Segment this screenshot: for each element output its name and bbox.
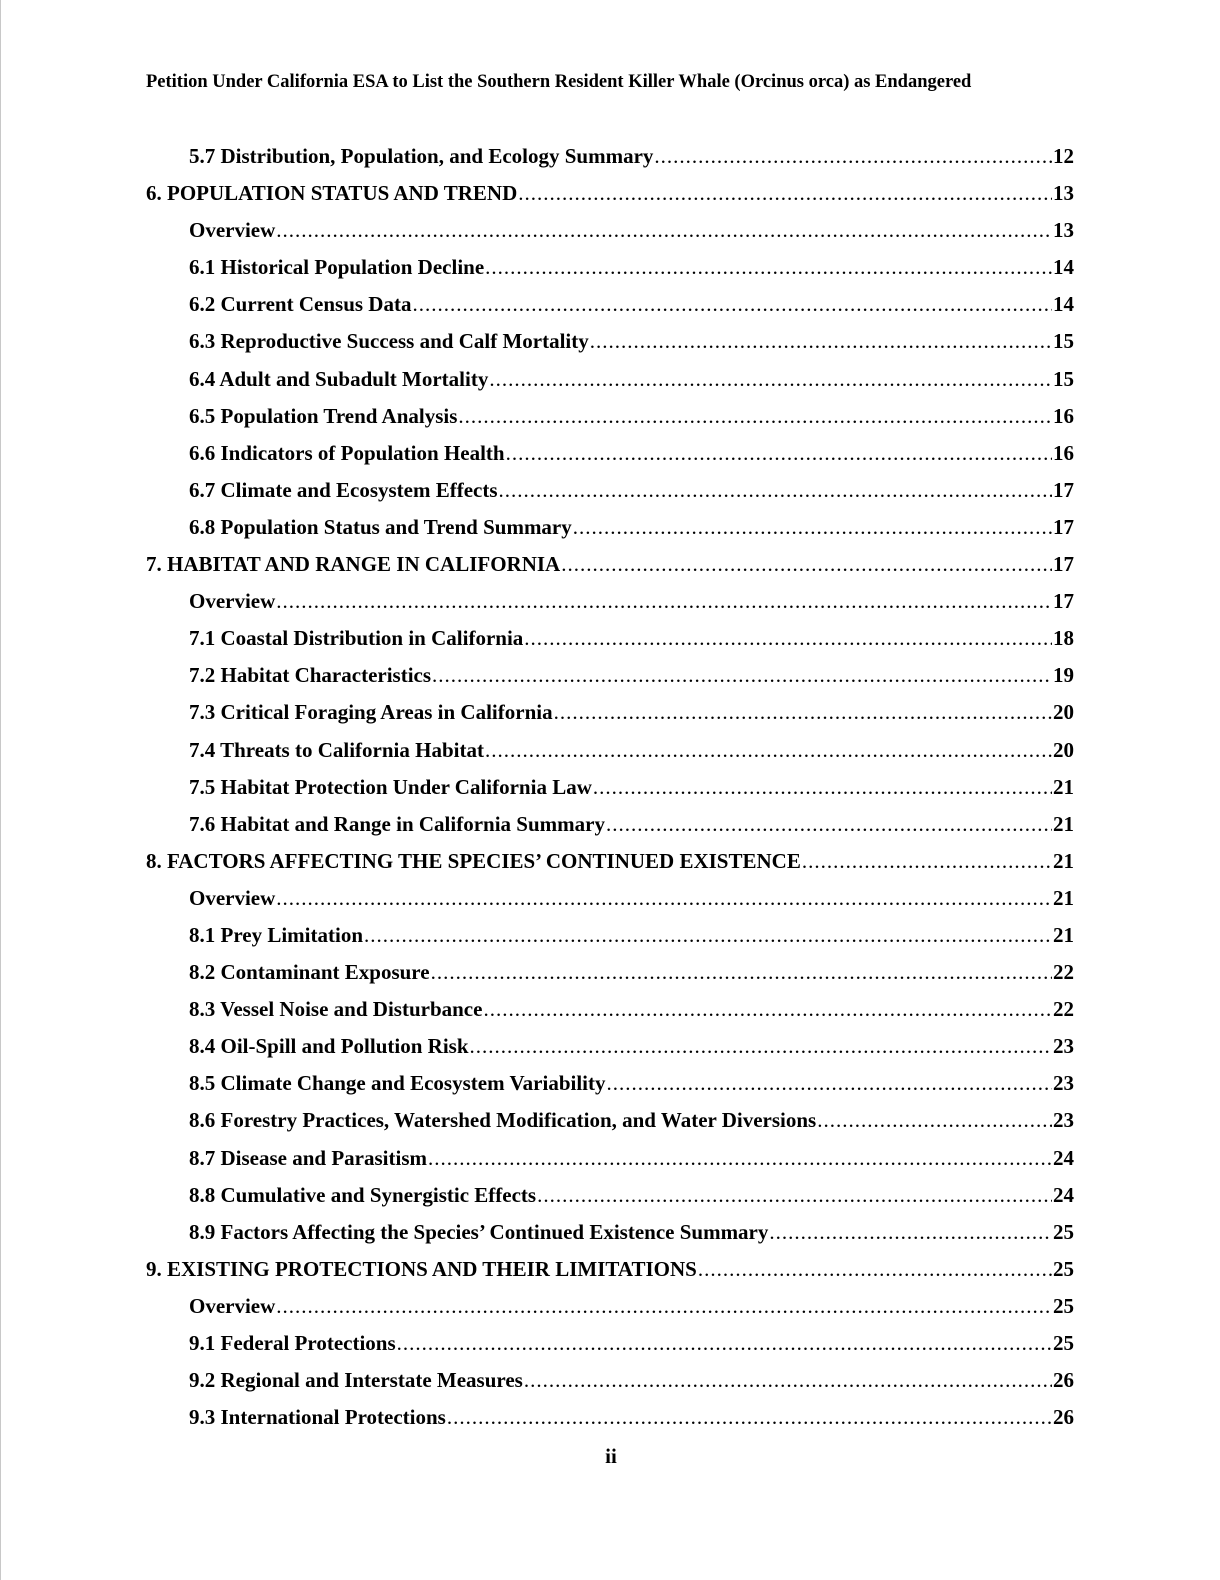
toc-entry-page-number: 25	[1053, 1219, 1074, 1244]
toc-entry[interactable]	[146, 769, 1074, 806]
toc-entry-page-number: 21	[1053, 848, 1074, 873]
toc-entry[interactable]	[146, 472, 1074, 509]
dot-leader	[698, 1251, 1052, 1288]
dot-leader	[607, 1065, 1052, 1102]
toc-entry-label: 5.7 Distribution, Population, and Ecology Summary	[189, 144, 654, 168]
toc-entry[interactable]	[146, 620, 1074, 657]
toc-entry-page-number: 17	[1053, 552, 1074, 577]
dot-leader	[524, 620, 1052, 657]
toc-entry[interactable]	[146, 1214, 1074, 1251]
toc-entry-label: 6. POPULATION STATUS AND TREND	[146, 181, 518, 206]
toc-entry[interactable]	[146, 880, 1074, 917]
toc-entry-label: Overview	[189, 1293, 276, 1318]
toc-entry[interactable]	[146, 212, 1074, 249]
dot-leader	[537, 1177, 1052, 1214]
toc-entry-page-number: 22	[1053, 960, 1074, 985]
toc-entry-label: 6.8 Population Status and Trend Summary	[189, 514, 572, 539]
toc-entry[interactable]	[146, 546, 1074, 583]
toc-entry-page-number: 23	[1053, 1034, 1074, 1059]
dot-leader	[432, 657, 1052, 694]
toc-entry-page-number: 16	[1053, 440, 1074, 465]
toc-entry-page-number: 16	[1053, 403, 1074, 428]
dot-leader	[276, 212, 1052, 249]
dot-leader	[524, 1362, 1052, 1399]
toc-entry-label: 6.5 Population Trend Analysis	[189, 403, 458, 428]
toc-entry[interactable]	[146, 361, 1074, 398]
dot-leader	[554, 694, 1052, 731]
toc-entry[interactable]	[146, 138, 1074, 175]
dot-leader	[397, 1325, 1052, 1362]
toc-entry-label: 7.3 Critical Foraging Areas in California	[189, 700, 553, 725]
dot-leader	[499, 472, 1052, 509]
toc-entry[interactable]	[146, 1362, 1074, 1399]
toc-entry[interactable]	[146, 1251, 1074, 1288]
toc-entry-label: 8.7 Disease and Parasitism	[189, 1145, 427, 1170]
toc-entry[interactable]	[146, 843, 1074, 880]
toc-entry-label: 8.3 Vessel Noise and Disturbance	[189, 997, 483, 1022]
toc-entry-label: Overview	[189, 589, 276, 614]
dot-leader	[802, 843, 1052, 880]
toc-entry-page-number: 23	[1053, 1071, 1074, 1096]
toc-entry-page-number: 20	[1053, 737, 1074, 762]
toc-entry[interactable]	[146, 1399, 1074, 1436]
dot-leader	[590, 323, 1052, 360]
toc-entry-page-number: 19	[1053, 663, 1074, 688]
toc-entry[interactable]	[146, 1325, 1074, 1362]
toc-entry-label: 9.2 Regional and Interstate Measures	[189, 1368, 523, 1393]
toc-entry-label: 8.5 Climate Change and Ecosystem Variability	[189, 1071, 606, 1096]
toc-entry-label: 7. HABITAT AND RANGE IN CALIFORNIA	[146, 552, 561, 577]
toc-entry[interactable]	[146, 323, 1074, 360]
toc-entry-label: 8.9 Factors Affecting the Species’ Continued Existence Summary	[189, 1219, 769, 1244]
toc-entry[interactable]	[146, 1177, 1074, 1214]
toc-entry-page-number: 25	[1053, 1331, 1074, 1355]
running-header: Petition Under California ESA to List the Southern Resident Killer Whale (Orcinus orca) as Endangered	[146, 72, 972, 92]
toc-entry-page-number: 21	[1053, 774, 1074, 799]
toc-entry[interactable]	[146, 1028, 1074, 1065]
dot-leader	[489, 361, 1052, 398]
toc-entry-page-number: 22	[1053, 997, 1074, 1022]
dot-leader	[276, 880, 1052, 917]
toc-entry-page-number: 21	[1053, 922, 1074, 947]
toc-entry[interactable]	[146, 175, 1074, 212]
toc-entry-page-number: 20	[1053, 700, 1074, 725]
toc-entry-page-number: 26	[1053, 1368, 1074, 1393]
toc-entry-page-number: 17	[1053, 477, 1074, 502]
toc-entry-label: 9. EXISTING PROTECTIONS AND THEIR LIMITATIONS	[146, 1256, 697, 1281]
dot-leader	[518, 175, 1052, 212]
toc-entry-label: 7.4 Threats to California Habitat	[189, 737, 484, 762]
toc-entry-label: 6.7 Climate and Ecosystem Effects	[189, 477, 498, 502]
toc-entry-label: 9.1 Federal Protections	[189, 1331, 396, 1355]
toc-entry[interactable]	[146, 509, 1074, 546]
dot-leader	[654, 138, 1052, 175]
toc-entry[interactable]	[146, 657, 1074, 694]
toc-entry[interactable]	[146, 1065, 1074, 1102]
dot-leader	[483, 991, 1052, 1028]
toc-entry-label: 7.5 Habitat Protection Under California Law	[189, 774, 592, 799]
dot-leader	[428, 1140, 1052, 1177]
dot-leader	[593, 769, 1052, 806]
toc-entry-label: 7.6 Habitat and Range in California Summary	[189, 811, 605, 836]
toc-entry-label: 8.6 Forestry Practices, Watershed Modification, and Water Diversions	[189, 1108, 817, 1133]
toc-entry[interactable]	[146, 806, 1074, 843]
toc-entry-page-number: 14	[1053, 255, 1074, 280]
toc-entry-label: Overview	[189, 885, 276, 910]
toc-entry-label: Overview	[189, 218, 276, 243]
toc-entry-page-number: 17	[1053, 514, 1074, 539]
dot-leader	[458, 398, 1052, 435]
toc-entry-page-number: 15	[1053, 329, 1074, 354]
toc-entry-page-number: 25	[1053, 1256, 1074, 1281]
toc-entry[interactable]	[146, 398, 1074, 435]
toc-entry-label: 6.3 Reproductive Success and Calf Mortality	[189, 329, 589, 354]
dot-leader	[561, 546, 1052, 583]
dot-leader	[506, 435, 1052, 472]
dot-leader	[276, 583, 1052, 620]
toc-entry[interactable]	[146, 732, 1074, 769]
toc-entry[interactable]	[146, 249, 1074, 286]
toc-entry-page-number: 13	[1053, 218, 1074, 243]
dot-leader	[485, 732, 1052, 769]
dot-leader	[573, 509, 1052, 546]
dot-leader	[364, 917, 1052, 954]
toc-entry-page-number: 26	[1053, 1405, 1074, 1430]
toc-entry-label: 8.4 Oil-Spill and Pollution Risk	[189, 1034, 469, 1059]
toc-entry-label: 8.2 Contaminant Exposure	[189, 960, 430, 985]
toc-entry[interactable]	[146, 286, 1074, 323]
toc-entry-page-number: 21	[1053, 811, 1074, 836]
dot-leader	[485, 249, 1052, 286]
toc-entry[interactable]	[146, 954, 1074, 991]
toc-entry-label: 8. FACTORS AFFECTING THE SPECIES’ CONTINUED EXISTENCE	[146, 848, 801, 873]
toc-entry-label: 9.3 International Protections	[189, 1405, 446, 1430]
dot-leader	[276, 1288, 1052, 1325]
toc-entry-page-number: 12	[1053, 144, 1074, 168]
table-of-contents	[146, 138, 1074, 1436]
dot-leader	[412, 286, 1052, 323]
dot-leader	[431, 954, 1052, 991]
toc-entry-page-number: 18	[1053, 626, 1074, 651]
dot-leader	[817, 1102, 1052, 1139]
toc-entry[interactable]	[146, 1102, 1074, 1139]
toc-entry[interactable]	[146, 917, 1074, 954]
toc-entry[interactable]	[146, 1140, 1074, 1177]
toc-entry-label: 7.1 Coastal Distribution in California	[189, 626, 524, 651]
toc-entry-label: 6.2 Current Census Data	[189, 292, 412, 317]
toc-entry-label: 8.8 Cumulative and Synergistic Effects	[189, 1182, 537, 1207]
toc-entry-page-number: 25	[1053, 1293, 1074, 1318]
toc-entry-page-number: 13	[1053, 181, 1074, 206]
dot-leader	[606, 806, 1052, 843]
toc-entry[interactable]	[146, 694, 1074, 731]
dot-leader	[447, 1399, 1052, 1436]
toc-entry-label: 6.6 Indicators of Population Health	[189, 440, 505, 465]
dot-leader	[470, 1028, 1052, 1065]
toc-entry-label: 6.1 Historical Population Decline	[189, 255, 485, 280]
toc-entry-page-number: 23	[1053, 1108, 1074, 1133]
toc-entry-page-number: 15	[1053, 366, 1074, 391]
toc-entry-page-number: 24	[1053, 1145, 1074, 1170]
toc-entry-page-number: 17	[1053, 589, 1074, 614]
toc-entry-page-number: 24	[1053, 1182, 1074, 1207]
toc-entry-page-number: 14	[1053, 292, 1074, 317]
toc-entry[interactable]	[146, 991, 1074, 1028]
toc-entry-label: 7.2 Habitat Characteristics	[189, 663, 432, 688]
page-number: ii	[605, 1444, 617, 1468]
toc-entry[interactable]	[146, 583, 1074, 620]
toc-entry-page-number: 21	[1053, 885, 1074, 910]
toc-entry-label: 6.4 Adult and Subadult Mortality	[189, 366, 489, 391]
toc-entry[interactable]	[146, 1288, 1074, 1325]
dot-leader	[769, 1214, 1052, 1251]
toc-entry-label: 8.1 Prey Limitation	[189, 922, 364, 947]
toc-entry[interactable]	[146, 435, 1074, 472]
